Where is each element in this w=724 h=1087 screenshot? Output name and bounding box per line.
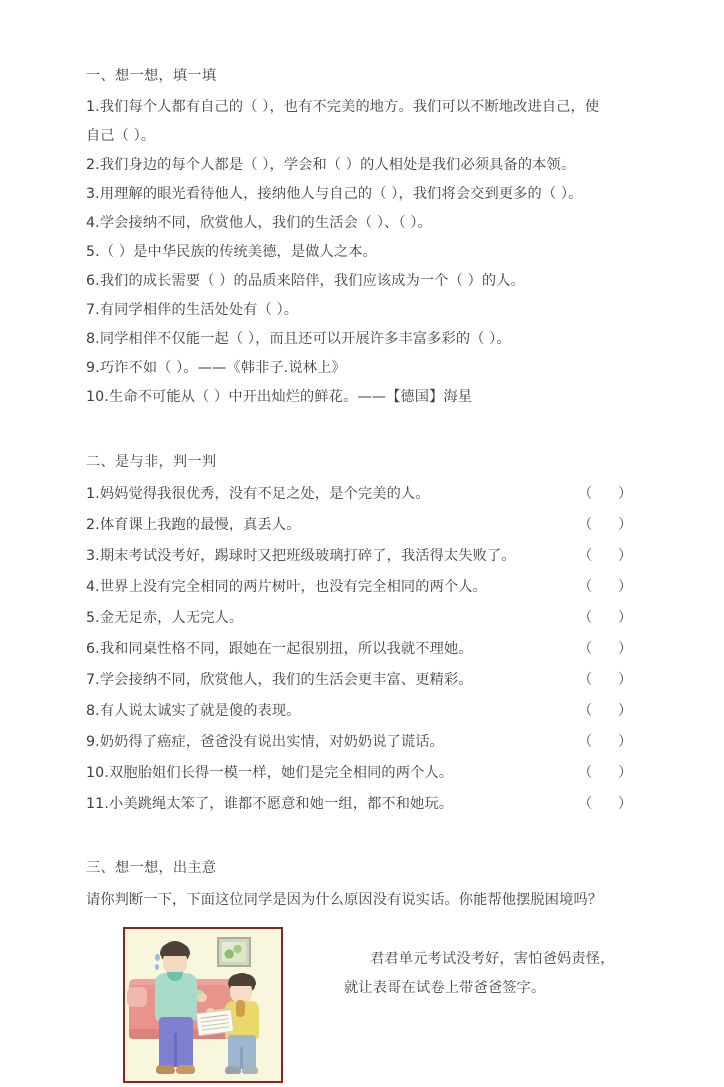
section-fill-in-the-blank bbox=[86, 62, 644, 412]
paren-open: （ bbox=[578, 610, 593, 626]
paren-open: （ bbox=[578, 765, 593, 781]
caption-line-2: 就让表哥在试卷上带爸爸签字。 bbox=[344, 980, 546, 996]
caption-line-1: 君君单元考试没考好，害怕爸妈责怪， bbox=[370, 951, 615, 967]
section-two-question-list bbox=[86, 479, 644, 820]
paren-close: ） bbox=[618, 486, 633, 502]
table-row bbox=[86, 665, 644, 696]
question-line: 9.巧诈不如（ ）。——《韩非子.说林上》 bbox=[86, 360, 346, 376]
illustration-canvas bbox=[125, 929, 281, 1081]
worksheet-content bbox=[86, 62, 644, 1087]
paren-open: （ bbox=[578, 548, 593, 564]
sweat-drop-icon bbox=[155, 954, 160, 961]
hair-fringe bbox=[160, 943, 190, 956]
answer-blank[interactable] bbox=[578, 727, 644, 758]
table-row bbox=[86, 541, 644, 572]
question-line: 5.（ ）是中华民族的传统美德，是做人之本。 bbox=[86, 244, 377, 260]
question-item bbox=[86, 354, 644, 383]
older-boy-figure bbox=[153, 941, 205, 1077]
section-think-and-suggest bbox=[86, 854, 644, 1087]
paren-open: （ bbox=[578, 486, 593, 502]
answer-blank[interactable] bbox=[578, 758, 644, 789]
question-line: 4.学会接纳不同，欣赏他人，我们的生活会（ ）、（ ）。 bbox=[86, 215, 432, 231]
question-item bbox=[86, 180, 644, 209]
sweat-drop-icon bbox=[155, 964, 159, 970]
question-line-continued: 自己（ ）。 bbox=[86, 128, 156, 144]
table-row bbox=[86, 634, 644, 665]
table-row bbox=[86, 727, 644, 758]
answer-blank[interactable] bbox=[578, 665, 644, 696]
paren-open: （ bbox=[578, 703, 593, 719]
section-one-question-list bbox=[86, 93, 644, 412]
answer-blank[interactable] bbox=[578, 603, 644, 634]
question-text: 2.体育课上我跑的最慢，真丢人。 bbox=[86, 517, 301, 533]
answer-blank[interactable] bbox=[578, 789, 644, 820]
scenario-illustration bbox=[123, 927, 283, 1083]
question-item bbox=[86, 238, 644, 267]
trouser-seam bbox=[240, 1047, 243, 1069]
section-true-false bbox=[86, 448, 644, 820]
section-two-heading: 二、是与非，判一判 bbox=[86, 454, 217, 470]
table-row bbox=[86, 603, 644, 634]
question-text: 5.金无足赤，人无完人。 bbox=[86, 610, 244, 626]
question-item bbox=[86, 93, 644, 151]
paren-close: ） bbox=[618, 796, 633, 812]
table-row bbox=[86, 572, 644, 603]
question-text: 11.小美跳绳太笨了，谁都不愿意和她一组，都不和她玩。 bbox=[86, 796, 454, 812]
table-row bbox=[86, 510, 644, 541]
section-three-body bbox=[86, 927, 644, 1087]
question-item bbox=[86, 325, 644, 354]
question-text: 8.有人说太诚实了就是傻的表现。 bbox=[86, 703, 301, 719]
scarf bbox=[236, 1000, 245, 1017]
question-line: 10.生命不可能从（ ）中开出灿烂的鲜花。——【德国】海星 bbox=[86, 389, 473, 405]
question-line: 7.有同学相伴的生活处处有（ ）。 bbox=[86, 302, 299, 318]
question-text: 7.学会接纳不同，欣赏他人，我们的生活会更丰富、更精彩。 bbox=[86, 672, 473, 688]
paren-open: （ bbox=[578, 734, 593, 750]
paren-close: ） bbox=[618, 672, 633, 688]
answer-blank[interactable] bbox=[578, 696, 644, 727]
question-item bbox=[86, 209, 644, 238]
paren-open: （ bbox=[578, 796, 593, 812]
scenario-caption bbox=[324, 945, 624, 1003]
shoe-right bbox=[176, 1065, 195, 1074]
question-text: 9.奶奶得了癌症，爸爸没有说出实情，对奶奶说了谎话。 bbox=[86, 734, 444, 750]
question-text: 3.期末考试没考好，踢球时又把班级玻璃打碎了，我活得太失败了。 bbox=[86, 548, 516, 564]
answer-blank[interactable] bbox=[578, 634, 644, 665]
table-row bbox=[86, 758, 644, 789]
answer-blank[interactable] bbox=[578, 479, 644, 510]
paren-close: ） bbox=[618, 548, 633, 564]
wall-picture-frame-icon bbox=[217, 937, 251, 967]
shoe-left bbox=[156, 1065, 175, 1074]
question-item bbox=[86, 383, 644, 412]
paren-close: ） bbox=[618, 734, 633, 750]
paren-open: （ bbox=[578, 672, 593, 688]
sofa-armrest bbox=[127, 987, 147, 1007]
question-item bbox=[86, 151, 644, 180]
question-line: 2.我们身边的每个人都是（ ），学会和（ ）的人相处是我们必须具备的本领。 bbox=[86, 157, 576, 173]
question-item bbox=[86, 296, 644, 325]
question-line: 3.用理解的眼光看待他人，接纳他人与自己的（ ），我们将会交到更多的（ ）。 bbox=[86, 186, 583, 202]
exam-paper-icon bbox=[196, 1009, 235, 1036]
question-item bbox=[86, 267, 644, 296]
section-one-heading: 一、想一想，填一填 bbox=[86, 68, 217, 84]
paren-close: ） bbox=[618, 517, 633, 533]
paren-close: ） bbox=[618, 610, 633, 626]
question-text: 4.世界上没有完全相同的两片树叶，也没有完全相同的两个人。 bbox=[86, 579, 487, 595]
trouser-seam bbox=[174, 1033, 177, 1067]
paren-open: （ bbox=[578, 641, 593, 657]
paren-open: （ bbox=[578, 517, 593, 533]
hair-fringe bbox=[228, 974, 256, 986]
table-row bbox=[86, 789, 644, 820]
question-text: 6.我和同桌性格不同，跟她在一起很别扭，所以我就不理她。 bbox=[86, 641, 473, 657]
shoe-right bbox=[242, 1066, 258, 1074]
question-line: 1.我们每个人都有自己的（ ），也有不完美的地方。我们可以不断地改进自己，使 bbox=[86, 99, 600, 115]
paren-open: （ bbox=[578, 579, 593, 595]
answer-blank[interactable] bbox=[578, 510, 644, 541]
question-text: 10.双胞胎姐们长得一模一样，她们是完全相同的两个人。 bbox=[86, 765, 454, 781]
table-row bbox=[86, 696, 644, 727]
paren-close: ） bbox=[618, 765, 633, 781]
paren-close: ） bbox=[618, 703, 633, 719]
table-row bbox=[86, 479, 644, 510]
section-three-prompt: 请你判断一下，下面这位同学是因为什么原因没有说实话。你能帮他摆脱困境吗？ bbox=[86, 892, 603, 908]
hand bbox=[197, 993, 207, 1002]
answer-blank[interactable] bbox=[578, 541, 644, 572]
answer-blank[interactable] bbox=[578, 572, 644, 603]
paren-close: ） bbox=[618, 579, 633, 595]
question-text: 1.妈妈觉得我很优秀，没有不足之处，是个完美的人。 bbox=[86, 486, 430, 502]
shoe-left bbox=[225, 1066, 241, 1074]
question-line: 6.我们的成长需要（ ）的品质来陪伴，我们应该成为一个（ ）的人。 bbox=[86, 273, 525, 289]
question-line: 8.同学相伴不仅能一起（ ），而且还可以开展许多丰富多彩的（ ）。 bbox=[86, 331, 511, 347]
paren-close: ） bbox=[618, 641, 633, 657]
section-three-heading: 三、想一想，出主意 bbox=[86, 860, 217, 876]
